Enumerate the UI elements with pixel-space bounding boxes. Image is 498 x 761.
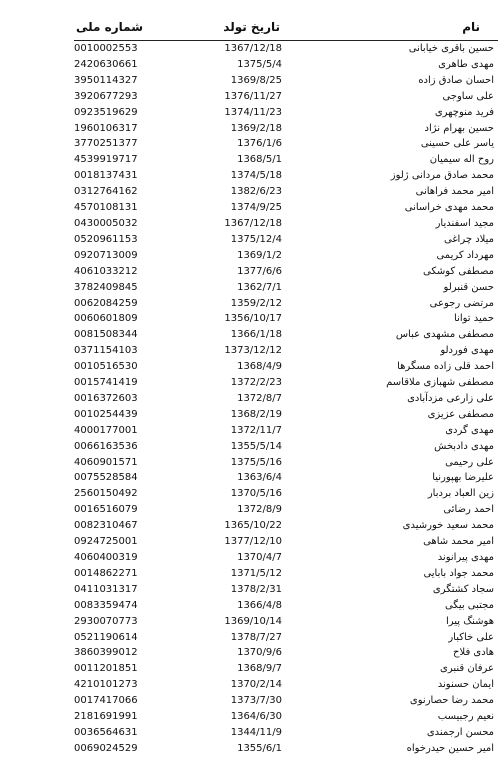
cell-name: علی خاکبار [448,631,494,643]
cell-birth-date: 1372/2/23 [230,377,282,389]
cell-name: احسان صادق زاده [418,74,494,86]
cell-name: علی ساوجی [442,90,494,102]
cell-name: روح اله سیمیان [429,154,494,166]
cell-birth-date: 1369/1/2 [237,249,282,261]
cell-birth-date: 1368/4/9 [237,361,282,373]
cell-birth-date: 1375/12/4 [230,233,282,245]
cell-birth-date: 1373/12/12 [224,345,282,357]
cell-name: مهدی گردی [445,424,494,436]
cell-national-id: 2560150492 [74,488,138,500]
cell-birth-date: 1382/6/23 [230,186,282,198]
cell-national-id: 0521190614 [74,631,138,643]
cell-name: مصطفی مشهدی عباس [395,329,494,341]
cell-birth-date: 1370/5/16 [230,488,282,500]
table-row [74,105,498,121]
cell-national-id: 0924725001 [74,536,138,548]
cell-name: مهرداد کریمی [436,249,494,261]
table-row [74,248,498,264]
cell-name: محمد مهدی خراسانی [404,202,494,214]
table-row [74,73,498,89]
cell-name: علیرضا بهپورنیا [432,472,494,484]
cell-birth-date: 1355/5/14 [230,440,282,452]
cell-name: علی زارعی مزدآبادی [407,392,494,404]
table-row [74,550,498,566]
cell-name: سجاد کشتگری [432,583,494,595]
cell-birth-date: 1362/7/1 [237,281,282,293]
table-row [74,423,498,439]
cell-national-id: 0520961153 [74,233,138,245]
cell-name: مرتضی رجوعی [429,297,494,309]
cell-birth-date: 1359/2/12 [230,297,282,309]
cell-birth-date: 1366/1/18 [230,329,282,341]
table-row [74,486,498,502]
table-row [74,598,498,614]
table-row [74,216,498,232]
cell-national-id: 0014862271 [74,567,138,579]
cell-name: مصطفی عزیزی [427,408,494,420]
cell-birth-date: 1375/5/4 [237,58,282,70]
table-row [74,168,498,184]
cell-national-id: 2930070773 [74,615,138,627]
cell-national-id: 0010254439 [74,408,138,420]
cell-birth-date: 1378/2/31 [230,583,282,595]
cell-birth-date: 1369/2/18 [230,122,282,134]
cell-birth-date: 1371/5/12 [230,567,282,579]
cell-name: زین العباد بردبار [427,488,494,500]
cell-name: احمد قلی زاده مسگرها [397,361,494,373]
cell-national-id: 0081508344 [74,329,138,341]
cell-national-id: 0075528584 [74,472,138,484]
cell-name: امیر حسین حیدرخواه [406,742,494,754]
cell-national-id: 4061033212 [74,265,138,277]
cell-name: محمد صادق مردانی ژلوز [390,170,494,182]
cell-name: حمید توانا [454,313,494,325]
cell-birth-date: 1363/6/4 [237,472,282,484]
table-row [74,534,498,550]
table-row [74,693,498,709]
table-row [74,136,498,152]
header-birth-date: تاریخ تولد [168,14,300,41]
table-body [74,41,498,757]
cell-name: مهدی فوردلو [440,345,494,357]
cell-name: امیر محمد شاهی [423,536,494,548]
cell-name: مصطفی کوشکی [423,265,494,277]
cell-birth-date: 1364/6/30 [230,711,282,723]
cell-national-id: 0920713009 [74,249,138,261]
cell-national-id: 0011201851 [74,663,138,675]
cell-birth-date: 1370/2/14 [230,679,282,691]
table-row [74,200,498,216]
table-row [74,375,498,391]
table-row [74,232,498,248]
table-row [74,661,498,677]
table-row [74,327,498,343]
cell-name: عرفان قنبری [440,663,494,675]
table-row [74,582,498,598]
table-row [74,645,498,661]
cell-national-id: 4539919717 [74,154,138,166]
cell-national-id: 0923519629 [74,106,138,118]
cell-birth-date: 1374/9/25 [230,202,282,214]
cell-name: فرید منوچهری [434,106,494,118]
cell-birth-date: 1365/10/22 [224,520,282,532]
cell-name: محسن ارجمندی [426,726,494,738]
cell-birth-date: 1372/11/7 [230,424,282,436]
cell-national-id: 0083359474 [74,599,138,611]
cell-national-id: 4060901571 [74,456,138,468]
people-table [74,14,498,757]
cell-name: هوشنگ پیرا [445,615,494,627]
cell-name: محمد جواد بابایی [423,567,494,579]
cell-name: مجید اسفندیار [435,217,494,229]
header-row [74,14,498,41]
cell-birth-date: 1367/12/18 [224,43,282,54]
cell-name: هادی فلاح [453,647,494,659]
cell-national-id: 0010516530 [74,361,138,373]
cell-name: مجتبی بیگی [444,599,494,611]
cell-name: امیر محمد فراهانی [415,186,494,198]
cell-national-id: 0430005032 [74,217,138,229]
cell-name: میلاد چراغی [443,233,494,245]
cell-birth-date: 1356/10/17 [224,313,282,325]
cell-birth-date: 1366/4/8 [237,599,282,611]
table-row [74,709,498,725]
cell-name: مهدی طاهری [438,58,494,70]
table-row [74,359,498,375]
cell-national-id: 0062084259 [74,297,138,309]
cell-national-id: 0060601809 [74,313,138,325]
cell-birth-date: 1377/6/6 [237,265,282,277]
cell-birth-date: 1369/10/14 [224,615,282,627]
cell-birth-date: 1369/8/25 [230,74,282,86]
cell-national-id: 2181691991 [74,711,138,723]
table-row [74,518,498,534]
table-row [74,566,498,582]
cell-national-id: 3860399012 [74,647,138,659]
cell-name: حسن قنبرلو [443,281,494,293]
cell-name: نعیم رجبیسب [437,711,494,723]
cell-national-id: 0069024529 [74,742,138,754]
table-row [74,152,498,168]
table-row [74,184,498,200]
table-row [74,455,498,471]
cell-national-id: 0082310467 [74,520,138,532]
cell-birth-date: 1376/1/6 [237,138,282,150]
cell-national-id: 0018137431 [74,170,138,182]
cell-national-id: 0016516079 [74,504,138,516]
cell-name: محمد رضا حصارنوی [409,695,494,707]
header-name: نام [300,14,498,41]
cell-birth-date: 1370/9/6 [237,647,282,659]
cell-national-id: 0010002553 [74,43,138,54]
cell-national-id: 4000177001 [74,424,138,436]
cell-national-id: 0411031317 [74,583,138,595]
cell-name: مهدی پیرانوند [437,552,494,563]
table-row [74,296,498,312]
cell-birth-date: 1368/5/1 [237,154,282,166]
table-row [74,439,498,455]
cell-birth-date: 1378/7/27 [230,631,282,643]
cell-birth-date: 1372/8/9 [237,504,282,516]
cell-name: حسین بهرام نژاد [424,122,494,134]
cell-name: علی رحیمی [445,456,494,468]
table-row [74,391,498,407]
table-row [74,264,498,280]
cell-name: مصطفی شهبازی ملاقاسم [386,377,494,389]
table-row [74,502,498,518]
table-row [74,630,498,646]
table-row [74,41,498,57]
cell-name: احمد رضائی [443,504,494,516]
cell-birth-date: 1377/12/10 [224,536,282,548]
cell-birth-date: 1368/2/19 [230,408,282,420]
table-row [74,121,498,137]
cell-national-id: 0017417066 [74,695,138,707]
cell-national-id: 0066163536 [74,440,138,452]
header-national-id: شماره ملی [74,14,168,41]
table-row [74,57,498,73]
table-row [74,741,498,757]
cell-birth-date: 1355/6/1 [237,742,282,754]
cell-national-id: 4570108131 [74,202,138,214]
cell-birth-date: 1373/7/30 [230,695,282,707]
table-row [74,677,498,693]
cell-national-id: 3782409845 [74,281,138,293]
table-row [74,343,498,359]
cell-name: مهدی دادبخش [434,440,494,452]
table-row [74,725,498,741]
cell-birth-date: 1372/8/7 [237,392,282,404]
cell-birth-date: 1370/4/7 [237,552,282,563]
cell-national-id: 4060400319 [74,552,138,563]
cell-national-id: 3920677293 [74,90,138,102]
cell-birth-date: 1368/9/7 [237,663,282,675]
cell-national-id: 0371154103 [74,345,138,357]
table-row [74,407,498,423]
cell-name: یاسر علی حسینی [420,138,494,150]
cell-birth-date: 1344/11/9 [230,726,282,738]
cell-birth-date: 1367/12/18 [224,217,282,229]
table-row [74,311,498,327]
table-row [74,89,498,105]
cell-national-id: 3770251377 [74,138,138,150]
cell-national-id: 0312764162 [74,186,138,198]
cell-national-id: 0016372603 [74,392,138,404]
cell-name: ایمان حسنوند [437,679,494,691]
table-row [74,470,498,486]
cell-national-id: 4210101273 [74,679,138,691]
table-row [74,280,498,296]
table-header [74,14,498,41]
cell-national-id: 1960106317 [74,122,138,134]
cell-birth-date: 1374/11/23 [224,106,282,118]
cell-birth-date: 1376/11/27 [224,90,282,102]
cell-national-id: 0015741419 [74,377,138,389]
cell-name: محمد سعید خورشیدی [402,520,494,532]
cell-birth-date: 1374/5/18 [230,170,282,182]
cell-national-id: 0036564631 [74,726,138,738]
cell-name: حسین باقری خیابانی [408,43,494,54]
table-row [74,614,498,630]
cell-birth-date: 1375/5/16 [230,456,282,468]
cell-national-id: 2420630661 [74,58,138,70]
cell-national-id: 3950114327 [74,74,138,86]
